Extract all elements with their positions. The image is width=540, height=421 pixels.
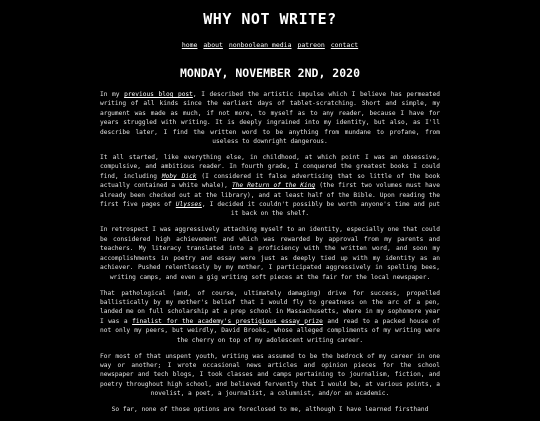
paragraph: In my previous blog post, I described the artistic impulse which I believe has permeated writing of all kinds since the earliest days of tablet-scratching. Short and simple, my argument was made as much, if not more, to myself as to any reader, because I have for years struggled with writing. It is deeply ingrained into my identity, but also, as I'll describe later, I find the written word to be anything from mundane to profane, from useless to downright dangerous. — [100, 91, 440, 146]
nav-link-nonboolean-media[interactable]: nonboolean media — [228, 41, 292, 49]
top-nav — [0, 41, 540, 49]
nav-link-contact[interactable]: contact — [330, 41, 359, 49]
previous-post-link[interactable]: previous blog post — [124, 91, 193, 98]
paragraph: For most of that unspent youth, writing was assumed to be the bedrock of my career in one way or another; I wrote occasional news articles and opinion pieces for the school newspaper and tech blogs, I took classes and camps pertaining to journalism, fiction, and poetry throughout high school, and believed fervently that I would be, at various points, a novelist, a poet, a journalist, a columnist, and/or an academic. — [100, 352, 440, 398]
return-of-the-king-link[interactable]: The Return of the King — [231, 182, 316, 190]
paragraph: That pathological (and, of course, ultimately damaging) drive for success, propelled ballistically by my mother's belief that I would fly to greatness on the arc of a pen, landed me on full scholarship at a prep school in Massachusetts, where in my sophomore year I was a finalist for the academy's prestigious essay prize and read to a packed house of not only my peers, but weirdly, David Brooks, whose alleged compliments of my writing were the cherry on top of my adolescent writing career. — [100, 289, 440, 344]
post-body — [100, 90, 440, 421]
nav-link-home[interactable]: home — [181, 41, 198, 49]
paragraph: In retrospect I was aggressively attaching myself to an identity, especially one that could be considered high achievement and which was rewarded by approval from my parents and teachers. My literacy translated into a proficiency with the written word, and soon my accomplishments in poetry and essay were just as deeply tied up with my identity as an achiever. Pushed relentlessly by my mother, I participated aggressively in spelling bees, writing camps, and even a gig writing soft pieces at the fair for the local newspaper. — [100, 226, 440, 281]
paragraph: So far, none of those options are foreclosed to me, although I have learned firsthand — [111, 406, 429, 414]
moby-dick-link[interactable]: Moby Dick — [161, 172, 197, 180]
paragraph: It all started, like everything else, in childhood, at which point I was an obsessive, compulsive, and ambitious reader. In fourth grade, I conquered the greatest books I could find, including Moby Dick (I considered it false advertising that so little of the book actually contained a white whale), The Return of the King (the first two volumes must have already been checked out at the library), and at least half of the Bible. Upon reading the first five pages of Ulysses, I decided it couldn't possibly be worth anyone's time and put it back on the shelf. — [100, 154, 440, 218]
post-date: MONDAY, NOVEMBER 2ND, 2020 — [179, 66, 360, 80]
site-title: WHY NOT WRITE? — [203, 10, 337, 28]
nav-link-about[interactable]: about — [203, 41, 223, 49]
nav-link-patreon[interactable]: patreon — [297, 41, 325, 49]
ulysses-link[interactable]: Ulysses — [175, 201, 202, 209]
essay-prize-link[interactable]: finalist for the academy's prestigious essay prize — [132, 317, 323, 325]
